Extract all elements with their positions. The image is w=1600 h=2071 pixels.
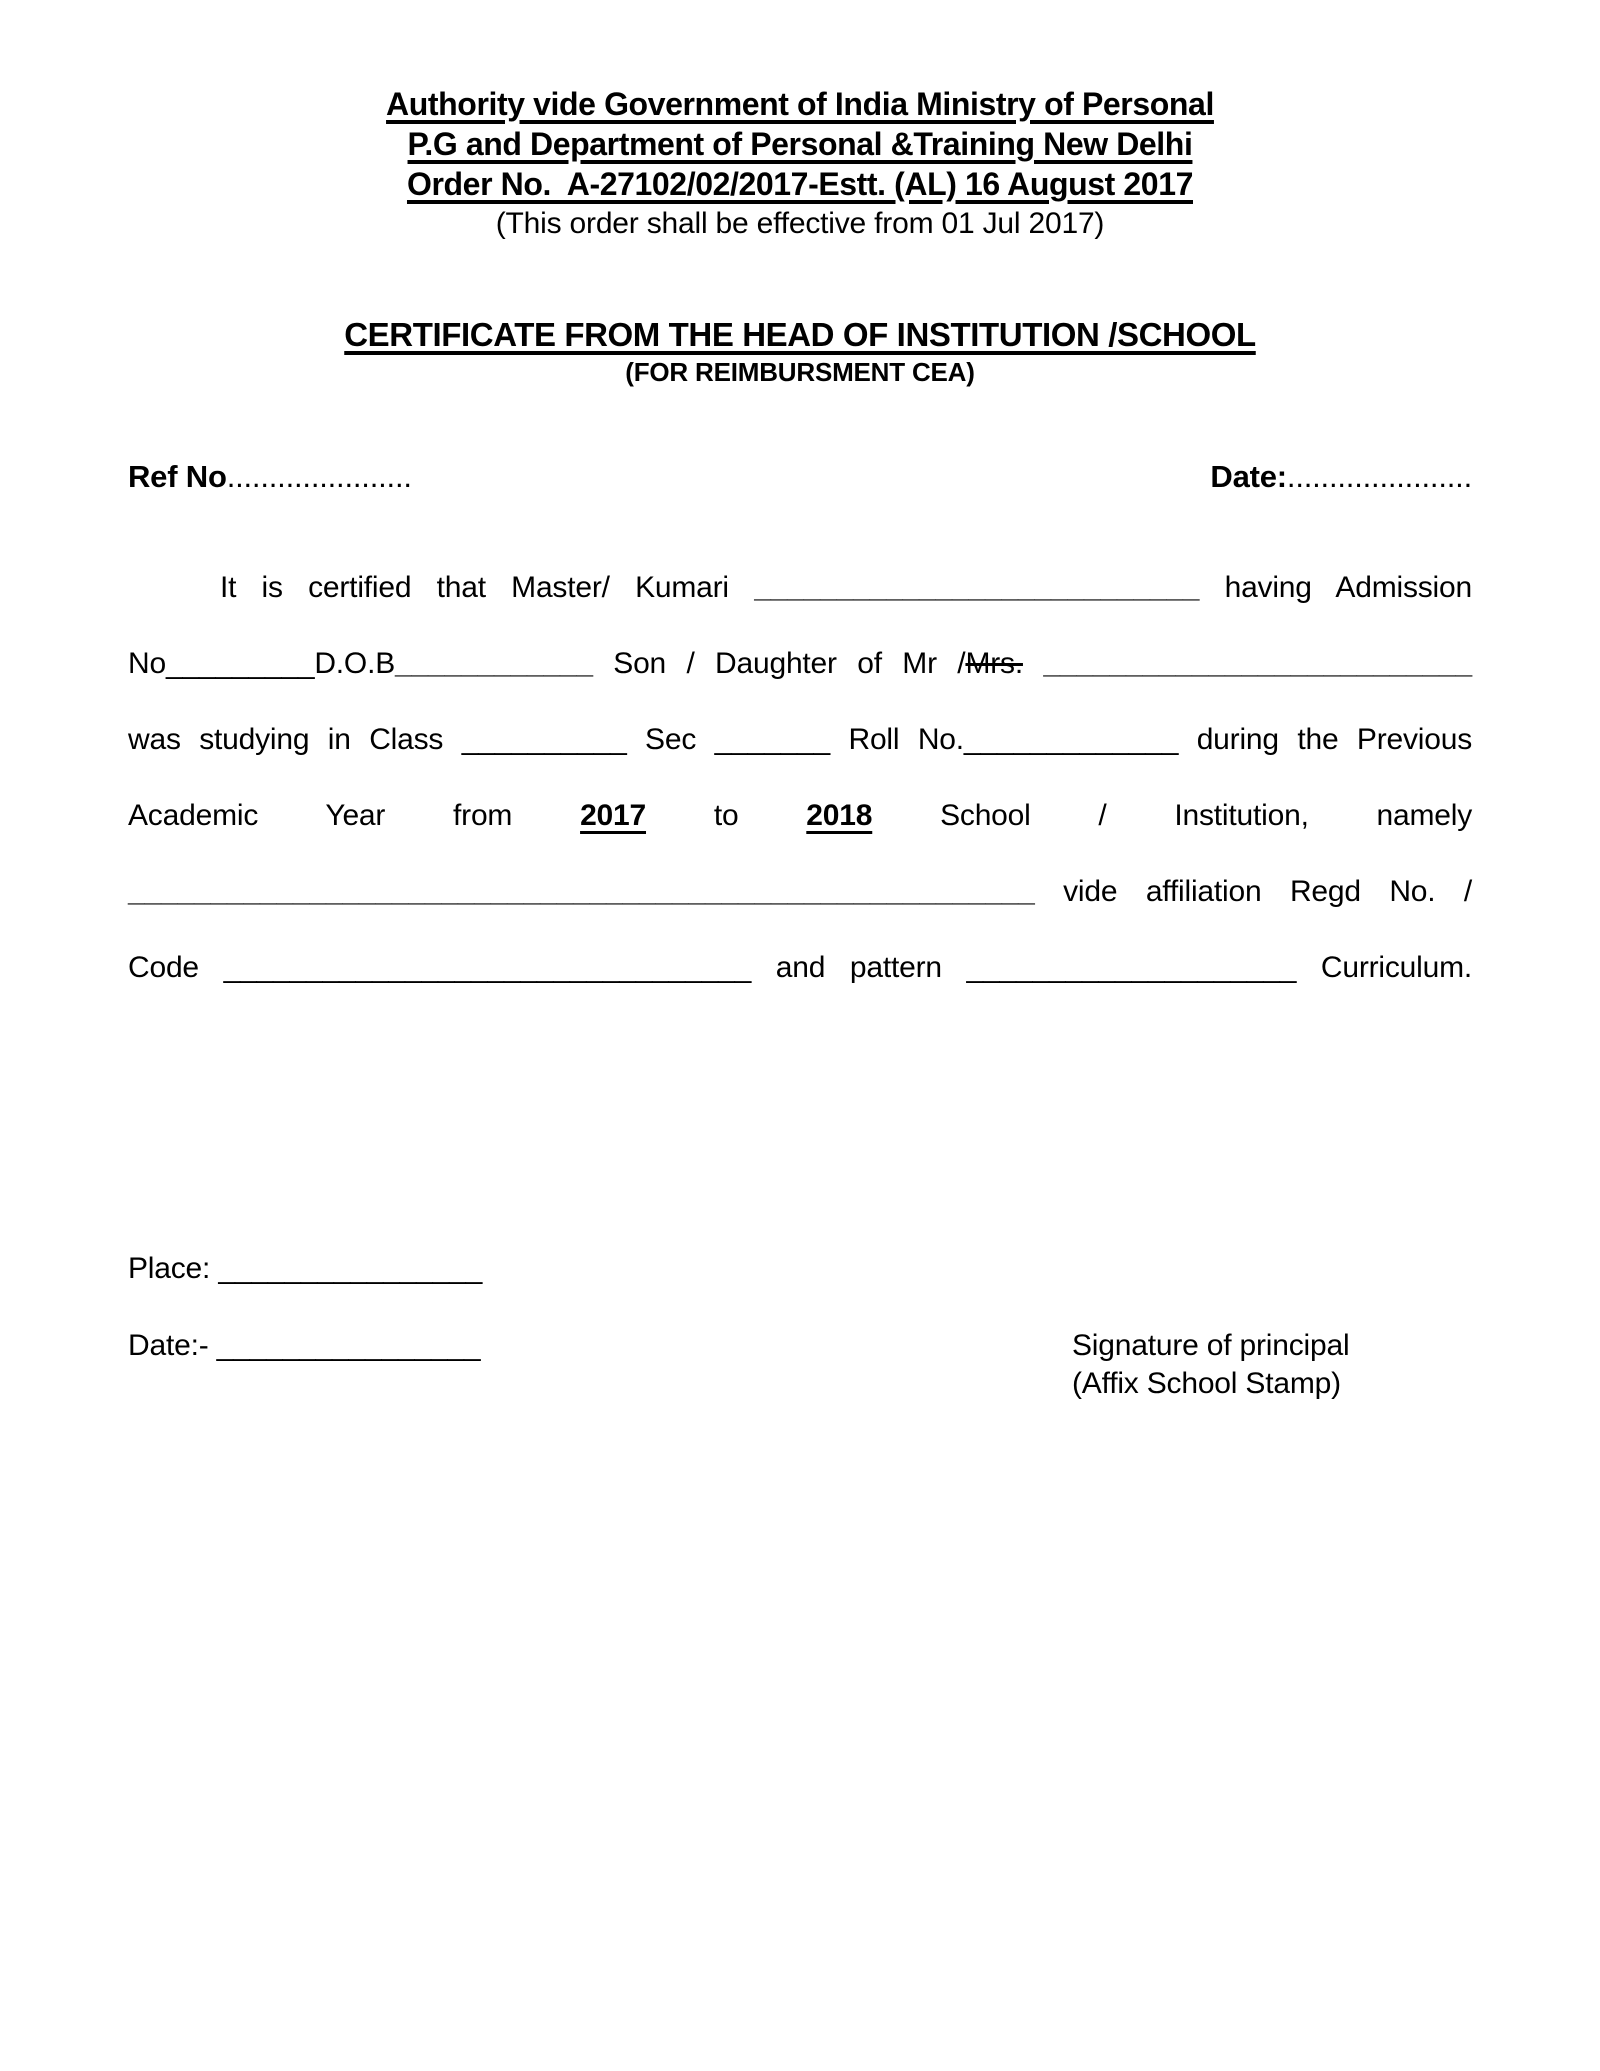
ref-no-label: Ref No	[128, 459, 227, 494]
admission-no-blank: _________	[165, 647, 315, 680]
authority-header	[128, 84, 1472, 244]
body-line-3	[128, 702, 1472, 778]
affix-school-stamp-text: (Affix School Stamp)	[1072, 1367, 1341, 1400]
sec-blank: _______	[714, 723, 831, 756]
vide-affiliation-text: vide affiliation	[1063, 875, 1262, 908]
studying-in-class-text: was studying in Class	[128, 723, 444, 756]
student-name-blank: ___________________________	[754, 571, 1200, 604]
roll-no-blank: _____________	[963, 723, 1179, 756]
date-label: Date:	[1210, 459, 1287, 494]
date-field	[1210, 458, 1472, 496]
certificate-subtitle: (FOR REIMBURSMENT CEA)	[625, 357, 975, 387]
title-block	[128, 314, 1472, 388]
authority-line-1: Authority vide Government of India Ministry of Personal	[386, 86, 1214, 122]
mrs-struck-text: Mrs.	[965, 647, 1023, 680]
signature-of-principal-text: Signature of principal	[1072, 1329, 1350, 1362]
to-text: to	[713, 799, 739, 832]
footer-date-label: Date:-	[128, 1329, 209, 1362]
effective-date-note: (This order shall be effective from 01 Jul 2017)	[495, 207, 1105, 240]
roll-no-label: Roll No.	[848, 723, 964, 756]
footer-date-field	[128, 1327, 480, 1365]
school-institution-text: School / Institution, namely	[940, 799, 1473, 832]
parent-name-blank: __________________________	[1043, 647, 1472, 680]
during-previous-text: during the Previous	[1196, 723, 1473, 756]
class-blank: __________	[461, 723, 627, 756]
date-dotted-blank: ......................	[1286, 459, 1472, 494]
school-name-blank: _______________________________________________________	[128, 875, 1035, 908]
authority-line-2: P.G and Department of Personal &Training New Delhi	[407, 126, 1193, 162]
body-line-2	[128, 626, 1472, 702]
year-from-value: 2017	[580, 799, 647, 832]
pattern-blank: ____________________	[966, 951, 1297, 984]
body-line-5	[128, 854, 1472, 930]
year-to-value: 2018	[806, 799, 873, 832]
ref-no-dotted-blank: ......................	[226, 459, 412, 494]
dob-blank: ____________	[395, 647, 593, 680]
dob-label: D.O.B	[314, 647, 396, 680]
place-blank: ________________	[218, 1252, 483, 1285]
sec-label: Sec	[645, 723, 697, 756]
and-pattern-text: and pattern	[775, 951, 942, 984]
order-number-line: Order No. A-27102/02/2017-Estt. (AL) 16 August 2017	[406, 166, 1193, 202]
body-line-1	[128, 550, 1472, 626]
signature-block	[1072, 1327, 1472, 1403]
body-line-4	[128, 778, 1472, 854]
place-label: Place:	[128, 1252, 211, 1285]
certified-that-text: It is certified that Master/ Kumari	[220, 571, 729, 604]
body-line-6	[128, 930, 1472, 1006]
curriculum-text: Curriculum.	[1320, 951, 1473, 984]
regd-no-text: Regd No. /	[1289, 875, 1473, 908]
certificate-title: CERTIFICATE FROM THE HEAD OF INSTITUTION /SCHOOL	[344, 316, 1256, 353]
son-daughter-text: Son / Daughter of Mr /	[613, 647, 966, 680]
admission-no-label: No	[128, 647, 166, 680]
place-row	[128, 1250, 1472, 1288]
code-blank: ________________________________	[223, 951, 752, 984]
date-signature-row	[128, 1327, 1472, 1403]
footer-date-blank: ________________	[216, 1329, 481, 1362]
code-label: Code	[128, 951, 199, 984]
academic-year-from-text: Academic Year from	[128, 799, 513, 832]
having-admission-text: having Admission	[1224, 571, 1472, 604]
certificate-body-paragraph	[128, 550, 1472, 1006]
ref-date-row	[128, 458, 1472, 496]
ref-no-field	[128, 458, 412, 496]
